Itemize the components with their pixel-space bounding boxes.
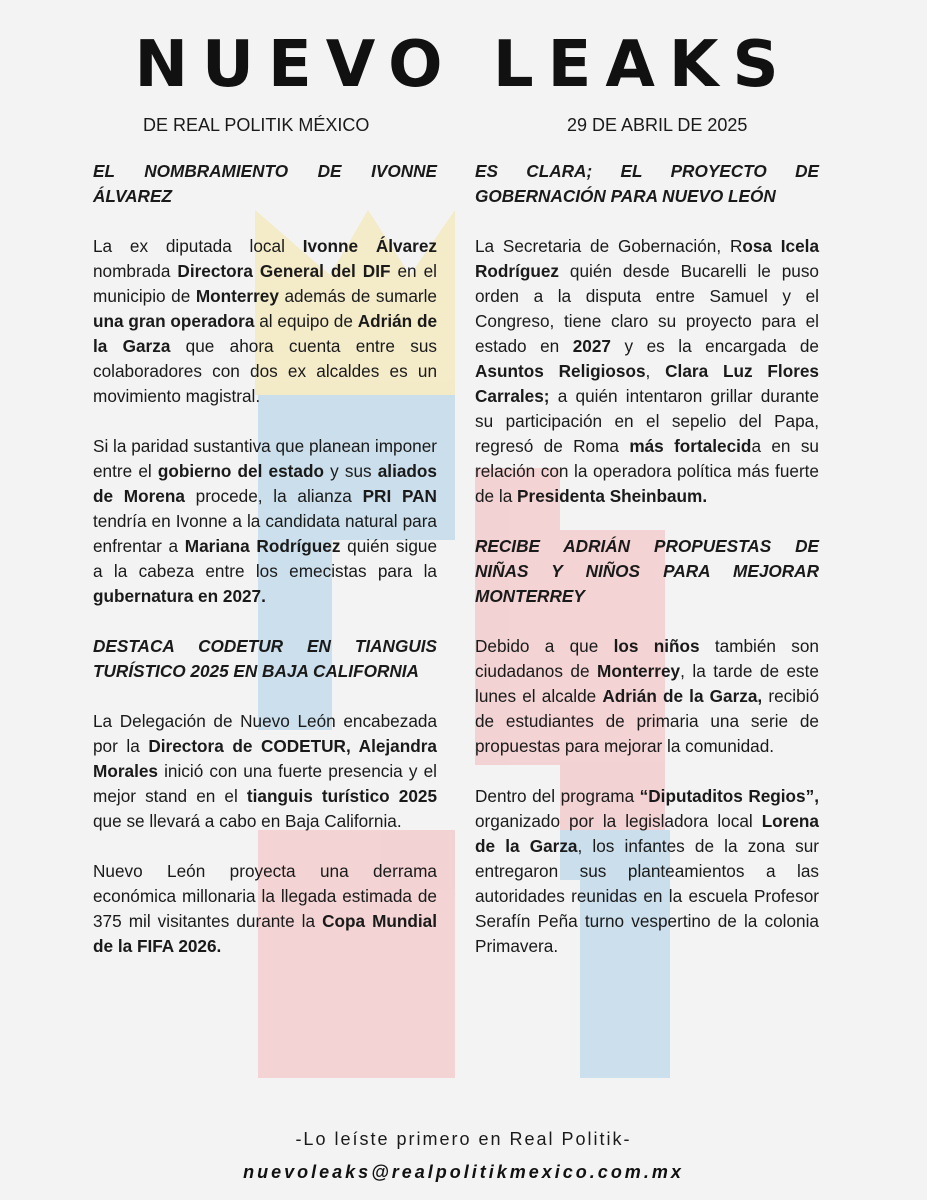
article-paragraph — [93, 859, 437, 959]
emphasis-text: los niños — [613, 636, 700, 656]
emphasis-text: más fortalecid — [629, 436, 752, 456]
emphasis-text: Copa Mundial de la FIFA 2026. — [93, 911, 437, 956]
article — [93, 634, 437, 959]
body-text: a en su relación con la operadora política más fuerte de la — [475, 436, 819, 506]
emphasis-text: “Diputaditos Regios”, — [639, 786, 819, 806]
emphasis-text: gubernatura en 2027. — [93, 586, 266, 606]
emphasis-text: 2027 — [572, 336, 611, 356]
body-text: Debido a que — [475, 636, 614, 656]
emphasis-text: una gran operadora — [93, 311, 255, 331]
emphasis-text: Asuntos Religiosos — [475, 361, 646, 381]
emphasis-text: gobierno del estado — [157, 461, 324, 481]
body-text: además de sumarle — [278, 286, 437, 306]
masthead-date: 29 DE ABRIL DE 2025 — [567, 115, 748, 135]
emphasis-text: osa Icela Rodríguez — [475, 236, 819, 281]
right-column — [475, 159, 819, 984]
footer-email: nuevoleaks@realpolitikmexico.com.mx — [243, 1162, 684, 1182]
article-heading: ES CLARA; EL PROYECTO DE GOBERNACIÓN PARA NUEVO LEÓN — [475, 161, 819, 206]
emphasis-text: Monterrey — [597, 661, 681, 681]
article-paragraph — [93, 234, 437, 409]
article-heading: EL NOMBRAMIENTO DE IVONNE ÁLVAREZ — [93, 161, 437, 206]
body-text: La Secretaria de Gobernación, R — [475, 236, 743, 256]
body-text: , la tarde de este lunes el alcalde — [475, 661, 819, 706]
emphasis-text: Monterrey — [195, 286, 279, 306]
emphasis-text: Presidenta Sheinbaum. — [517, 486, 708, 506]
article-paragraph — [475, 784, 819, 959]
article-paragraph — [93, 434, 437, 609]
body-text: también son ciudadanos de — [475, 636, 819, 681]
body-text: recibió de estudiantes de primaria una serie de propuestas para mejorar la comunidad. — [475, 686, 819, 756]
body-text: Nuevo León proyecta una derrama económica millonaria la llegada estimada de 375 mil visitantes durante la — [93, 861, 437, 931]
body-text: a quién intentaron grillar durante su participación en el sepelio del Papa, regresó de Roma — [475, 386, 819, 456]
body-text: en el municipio de — [93, 261, 437, 306]
article — [475, 159, 819, 509]
body-text: Dentro del programa — [475, 786, 640, 806]
emphasis-text: Adrián de la Garza, — [602, 686, 763, 706]
article-paragraph — [93, 709, 437, 834]
emphasis-text: aliados de Morena — [93, 461, 437, 506]
emphasis-text: Adrián de la Garza — [93, 311, 437, 356]
article-paragraph — [475, 234, 819, 509]
body-text: nombrada — [93, 261, 178, 281]
body-text: procede, la alianza — [184, 486, 363, 506]
body-text: quién sigue a la cabeza entre los emecistas para la — [93, 536, 437, 581]
emphasis-text: Clara Luz Flores Carrales; — [475, 361, 819, 406]
emphasis-text: Directora de CODETUR, Alejandra Morales — [93, 736, 437, 781]
body-text: que se llevará a cabo en Baja California. — [93, 811, 402, 831]
article-heading: RECIBE ADRIÁN PROPUESTAS DE NIÑAS Y NIÑOS PARA MEJORAR MONTERREY — [475, 536, 819, 606]
body-text: organizado por la legisladora local — [475, 811, 762, 831]
emphasis-text: PRI PAN — [362, 486, 437, 506]
body-text: y es la encargada de — [610, 336, 819, 356]
body-text: y sus — [323, 461, 378, 481]
emphasis-text: Lorena de la Garza — [475, 811, 819, 856]
body-text: tendría en Ivonne a la candidata natural para enfrentar a — [93, 511, 437, 556]
masthead-source: DE REAL POLITIK MÉXICO — [143, 115, 370, 135]
left-column — [93, 159, 437, 984]
article — [475, 534, 819, 959]
body-text: , — [645, 361, 666, 381]
emphasis-text: Mariana Rodríguez — [184, 536, 341, 556]
emphasis-text: Directora General del DIF — [177, 261, 391, 281]
body-text: inició con una fuerte presencia y el mejor stand en el — [93, 761, 437, 806]
body-text: , los infantes de la zona sur entregaron sus planteamientos a las autoridades reunidas en la escuela Profesor Serafín Peña turno vespertino de la colonia Primavera. — [475, 836, 819, 956]
body-text: La ex diputada local — [93, 236, 303, 256]
footer-tagline: -Lo leíste primero en Real Politik- — [295, 1129, 632, 1149]
article-heading: DESTACA CODETUR EN TIANGUIS TURÍSTICO 2025 EN BAJA CALIFORNIA — [93, 636, 437, 681]
body-text: quién desde Bucarelli le puso orden a la disputa entre Samuel y el Congreso, tiene claro su proyecto para el estado en — [475, 261, 819, 356]
emphasis-text: Ivonne Álvarez — [302, 236, 438, 256]
emphasis-text: tianguis turístico 2025 — [246, 786, 437, 806]
body-text: al equipo de — [254, 311, 358, 331]
masthead-title: NUEVO LEAKS — [134, 28, 793, 102]
article-paragraph — [475, 634, 819, 759]
article — [93, 159, 437, 609]
body-text: Si la paridad sustantiva que planean imponer entre el — [93, 436, 437, 481]
body-text: que ahora cuenta entre sus colaboradores con dos ex alcaldes es un movimiento magistral. — [93, 336, 437, 406]
body-text: La Delegación de Nuevo León encabezada por la — [93, 711, 437, 756]
